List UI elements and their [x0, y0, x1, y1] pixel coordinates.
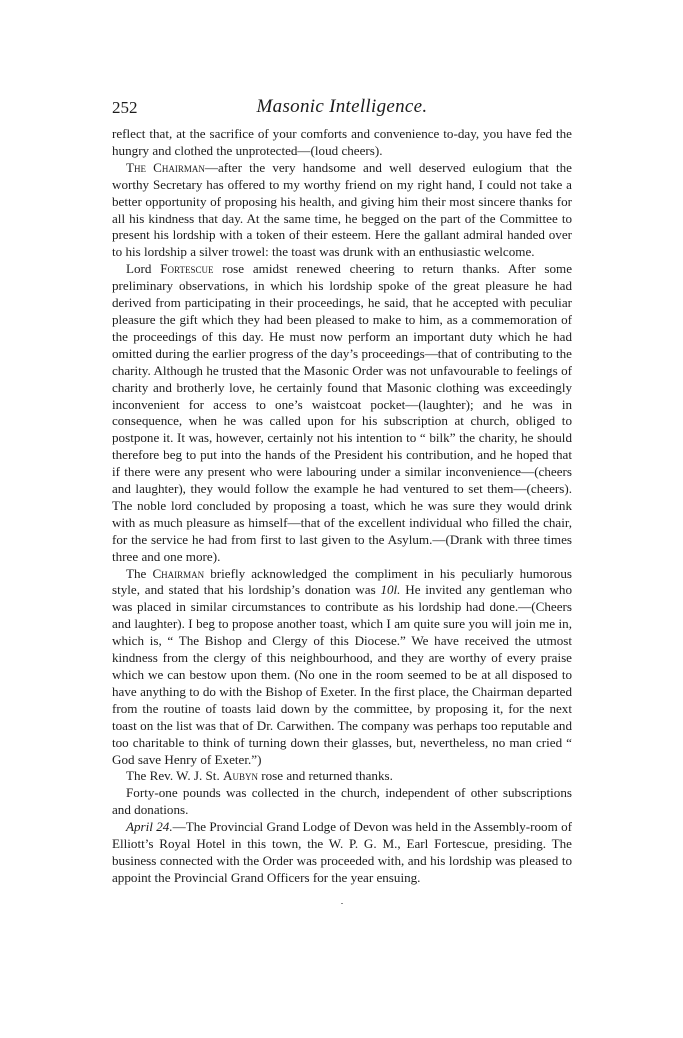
paragraph-collection — [112, 785, 572, 819]
speaker-name: Fortescue — [160, 261, 214, 277]
paragraph-chairman-toast — [112, 160, 572, 261]
paragraph-text: —after the very handsome and well deserved eulogium that the worthy Secretary has offered to my worthy friend on my right hand, I could not take a better opportunity of proposing his health, and giving him their most sincere thanks for all his kindness that day. At the same time, he begged on the part of the Committee to present his lordship with a token of their esteem. Here the gallant admiral handed over to his lordship a silver trowel: the toast was drunk with an enthusiastic welcome. — [112, 159, 572, 260]
paragraph-text: rose and returned thanks. — [257, 768, 393, 784]
paragraph-fortescue-reply — [112, 261, 572, 565]
running-head — [112, 96, 572, 126]
paragraph-provincial-lodge — [112, 819, 572, 887]
paragraph-aubyn-thanks — [112, 768, 572, 785]
paragraph-text: The — [126, 565, 153, 581]
paragraph-text: Forty-one pounds was collected in the church, independent of other subscriptions and donations. — [112, 785, 572, 818]
paragraph-text: Lord — [126, 261, 161, 277]
paragraph-text: The Rev. W. J. St. — [126, 768, 223, 784]
end-mark — [341, 903, 343, 904]
paragraph-chairman-reply — [112, 566, 572, 769]
paragraph-continuation — [112, 126, 572, 160]
paragraph-text: reflect that, at the sacrifice of your comforts and convenience to-day, you have fed the hungry and clothed the unprotected—(loud cheers). — [112, 126, 572, 158]
speaker-name: The Chairman — [126, 159, 205, 175]
paragraph-text: briefly acknowledged the compliment in his peculiarly humorous style, and stated that his lordship’s donation was — [112, 565, 572, 598]
page-number: 252 — [112, 98, 138, 117]
speaker-name: Chairman — [152, 565, 205, 581]
speaker-name: Aubyn — [223, 768, 258, 784]
article-body — [112, 126, 572, 904]
page — [112, 96, 572, 904]
paragraph-text: rose amidst renewed cheering to return thanks. After some preliminary observations, in which his lordship spoke of the great pleasure he had derived from participating in their proceedings, he said, that he accepted with peculiar pleasure the gift which they had been pleased to make to him, as a commemoration of the proceedings of this day. He must now perform an important duty which he had omitted during the earlier progress of the day’s proceedings—that of contributing to the charity. Although he trusted that the Masonic Order was not unfavourable to feelings of charity and brotherly love, he certainly found that Masonic clothing was exceedingly inconvenient for access to one’s waistcoat pocket—(laughter); and he was in consequence, when he was called upon for his subscription at church, obliged to postpone it. It was, however, certainly not his intention to “ bilk” the charity, he should therefore beg to put into the hands of the President his contribution, and he hoped that if there were any present who were labouring under a similar inconvenience—(cheers and laughter), they would follow the example he had ventured to set them—(cheers). The noble lord concluded by proposing a toast, which he was sure they would drink with as much pleasure as himself—that of the excellent individual who filled the chair, for the service he had from first to last given to the Asylum.—(Drank with three times three and one more). — [112, 261, 573, 564]
running-title: Masonic Intelligence. — [256, 96, 428, 117]
paragraph-text: —The Provincial Grand Lodge of Devon was held in the Assembly-room of Elliott’s Royal Hotel in this town, the W. P. G. M., Earl Fortescue, presiding. The business connected with the Order was proceeded with, and his lordship was pleased to appoint the Provincial Grand Officers for the year ensuing. — [112, 819, 572, 885]
entry-date: April 24. — [126, 819, 173, 835]
paragraph-text: He invited any gentleman who was placed in similar circumstances to contribute as his lordship had done.—(Cheers and laughter). I beg to propose another toast, which I am quite sure you will join me in, which is, “ The Bishop and Clergy of this Diocese.” We have received the utmost kindness from the clergy of this neighbourhood, and they are worthy of every praise which we can bestow upon them. (No one in the room seemed to be at all disposed to have anything to do with the Bishop of Exeter. In the first place, the Chairman departed from the routine of toasts laid down by the committee, by proposing it, for the next toast on the list was that of Dr. Carwithen. The company was perhaps too reputable and too charitable to think of turning down their glasses, but, nevertheless, no man cried “ God save Henry of Exeter.”) — [112, 582, 572, 767]
donation-amount: 10l. — [380, 582, 401, 598]
